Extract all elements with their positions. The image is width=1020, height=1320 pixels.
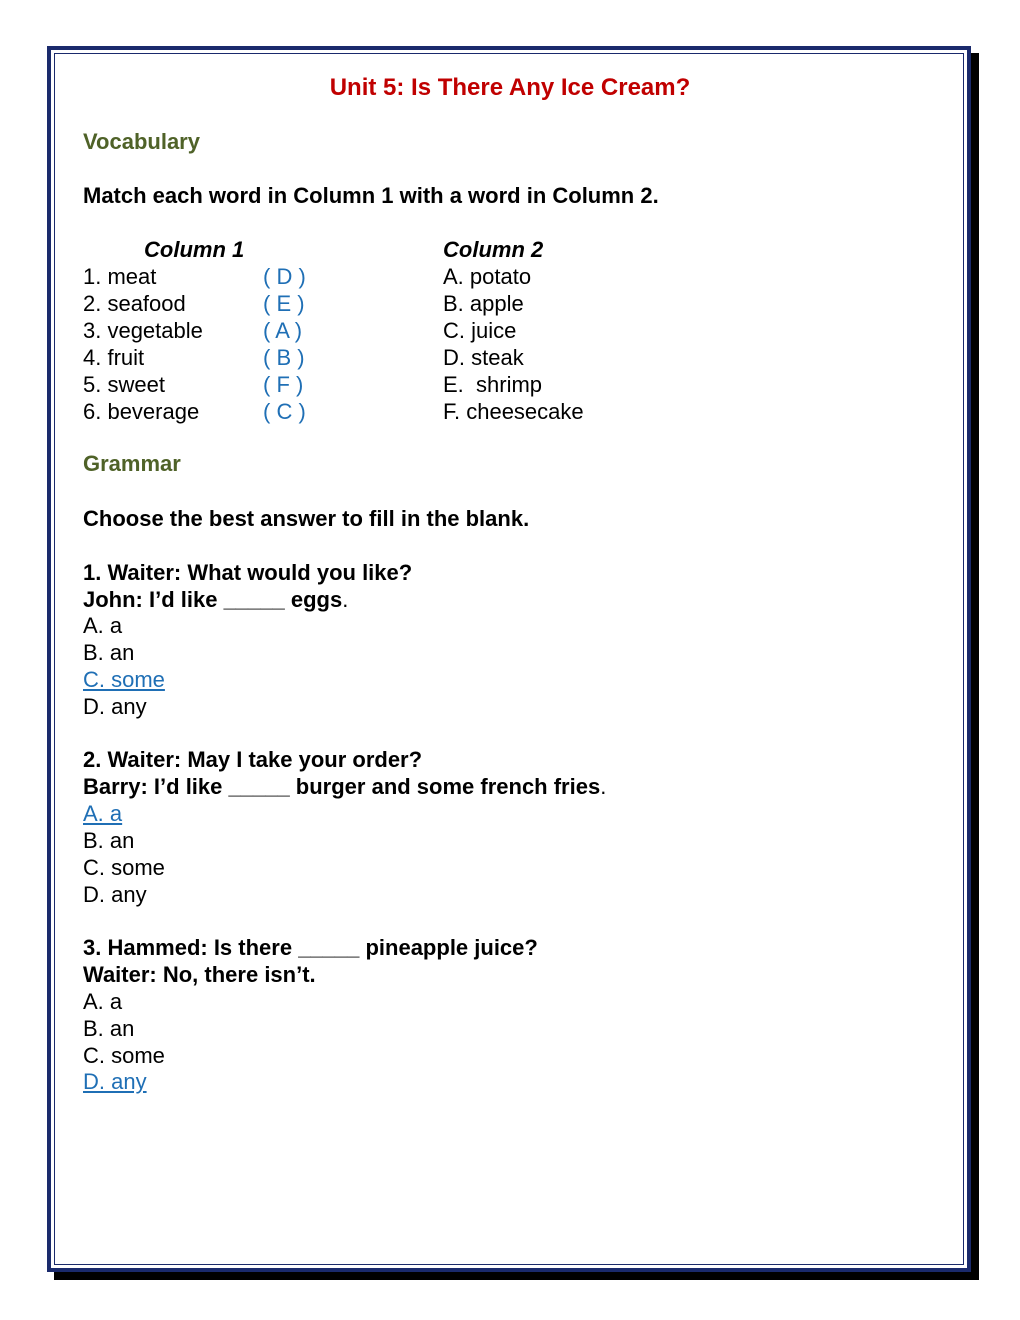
answer-option: B. an bbox=[83, 828, 135, 853]
grammar-heading: Grammar bbox=[83, 451, 181, 476]
column-2-word: B. apple bbox=[443, 291, 524, 316]
grammar-instruction: Choose the best answer to fill in the blank. bbox=[83, 506, 530, 531]
answer-option: B. an bbox=[83, 1016, 135, 1041]
column-1-word: 5. sweet bbox=[83, 372, 165, 397]
correct-answer-option: A. a bbox=[83, 801, 123, 826]
question-prompt: 1. Waiter: What would you like? bbox=[83, 560, 413, 585]
column-1-word: 6. beverage bbox=[83, 399, 200, 424]
question-response-end: . bbox=[342, 587, 349, 612]
page-title: Unit 5: Is There Any Ice Cream? bbox=[329, 74, 691, 101]
column-1-word: 4. fruit bbox=[83, 345, 145, 370]
column-1-header: Column 1 bbox=[144, 237, 245, 262]
column-1-word: 2. seafood bbox=[83, 291, 186, 316]
question-response bbox=[83, 773, 606, 800]
match-answer: ( F ) bbox=[263, 372, 304, 397]
answer-option: D. any bbox=[83, 694, 147, 719]
question-response bbox=[83, 586, 348, 613]
answer-option: A. a bbox=[83, 989, 123, 1014]
match-answer: ( A ) bbox=[263, 318, 303, 343]
column-2-word: D. steak bbox=[443, 345, 524, 370]
question-response: Waiter: No, there isn’t. bbox=[83, 962, 316, 987]
question-prompt: 3. Hammed: Is there _____ pineapple juice? bbox=[83, 935, 538, 960]
match-answer: ( C ) bbox=[263, 399, 306, 424]
column-2-word: E. shrimp bbox=[443, 372, 543, 397]
correct-answer-option: D. any bbox=[83, 1069, 147, 1094]
question-prompt: 2. Waiter: May I take your order? bbox=[83, 747, 423, 772]
question-response-text: John: I’d like _____ eggs bbox=[83, 587, 343, 612]
column-1-word: 3. vegetable bbox=[83, 318, 203, 343]
column-1-word: 1. meat bbox=[83, 264, 157, 289]
question-response-text: Barry: I’d like _____ burger and some french fries bbox=[83, 774, 601, 799]
answer-option: D. any bbox=[83, 882, 147, 907]
answer-option: A. a bbox=[83, 613, 123, 638]
vocabulary-heading: Vocabulary bbox=[83, 129, 200, 154]
correct-answer-option: C. some bbox=[83, 667, 165, 692]
column-2-word: A. potato bbox=[443, 264, 532, 289]
column-2-header: Column 2 bbox=[443, 237, 544, 262]
question-response-end: . bbox=[600, 774, 607, 799]
match-answer: ( E ) bbox=[263, 291, 305, 316]
answer-option: C. some bbox=[83, 855, 165, 880]
answer-option: C. some bbox=[83, 1043, 165, 1068]
column-2-word: C. juice bbox=[443, 318, 517, 343]
vocabulary-instruction: Match each word in Column 1 with a word in Column 2. bbox=[83, 183, 659, 208]
match-answer: ( B ) bbox=[263, 345, 305, 370]
page-frame bbox=[47, 46, 971, 1272]
match-answer: ( D ) bbox=[263, 264, 306, 289]
column-2-word: F. cheesecake bbox=[443, 399, 584, 424]
answer-option: B. an bbox=[83, 640, 135, 665]
page-frame-inner-line bbox=[54, 53, 964, 1265]
